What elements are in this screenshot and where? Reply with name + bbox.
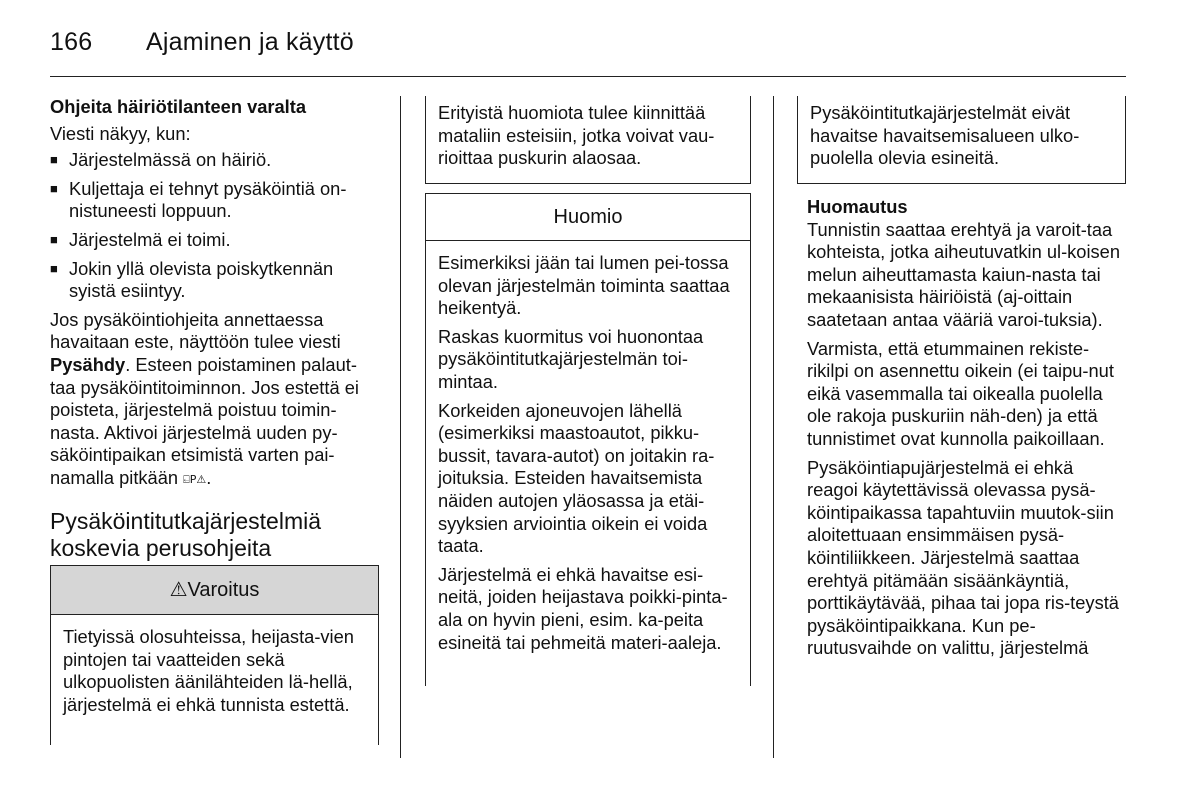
paragraph-text: . Esteen poistaminen palaut-taa pysäköintitoiminnon. Jos estettä ei poisteta, järjestelmä poistuu toimin-nasta. Aktivoi järjestelmä uuden py-säköintipaikan etsimistä varten pai-namalla pitkään	[50, 353, 359, 488]
page-header	[50, 28, 354, 57]
note-title: Huomio	[426, 194, 750, 241]
parking-assist-button-icon: ⍇P⚠	[183, 472, 207, 486]
header-rule	[50, 76, 1126, 77]
warning-icon: ⚠	[169, 579, 188, 601]
note-paragraph: Raskas kuormitus voi huonontaa pysäköintitutkajärjestelmän toi-mintaa.	[438, 325, 704, 392]
column-3	[807, 196, 1129, 666]
note-paragraph: Järjestelmä ei ehkä havaitse esi-neitä, joiden heijastava poikki-pinta-ala on hyvin pieni, esim. ka-peita esineitä tai pehmeitä materi-aaleja.	[438, 563, 728, 653]
bullet-list	[50, 149, 378, 303]
column-divider	[773, 96, 774, 758]
column-1	[50, 96, 378, 570]
note-paragraph: Korkeiden ajoneuvojen lähellä (esimerkiksi maastoautot, pikku-bussit, tavara-autot) on joitakin ra-joituksia. Esteiden havaitsemista näiden autojen yläosassa ja etäi-syyksien arviointia oikein ei voida taata.	[438, 399, 715, 557]
list-item: ■ Kuljettaja ei tehnyt pysäköintiä on-nistuneesti loppuun.	[50, 178, 378, 223]
warning-box	[50, 565, 379, 745]
remark-heading: Huomautus	[807, 196, 908, 217]
attention-box	[425, 96, 751, 184]
column-divider	[400, 96, 401, 758]
section-title	[50, 508, 378, 562]
list-item: ■ Järjestelmä ei toimi.	[50, 229, 378, 252]
warning-header	[51, 565, 378, 615]
intro-text: Viesti näkyy, kun:	[50, 122, 191, 144]
paragraph-text: Jos pysäköintiohjeita annettaessa havaitaan este, näyttöön tulee viesti	[50, 308, 341, 353]
detection-limit-box	[797, 96, 1126, 184]
remark-paragraph: Pysäköintiapujärjestelmä ei ehkä reagoi käytettävissä olevassa pysä-köintipaikassa tapahtuviin muutok-siin aloitettuaan ensimmäisen pysä-köintiliikkeen. Järjestelmä saattaa erehtyä pitämään sisäänkäyntiä, porttikäytävää, pihaa tai jopa ris-teystä pysäköintipaikkana. Kun pe-ruutusvaihde on valittu, järjestelmä	[807, 456, 1119, 659]
stop-message: Pysähdy	[50, 353, 126, 375]
warning-text: Tietyissä olosuhteissa, heijasta-vien pintojen tai vaatteiden sekä ulkopuolisten äänilähteiden lä-hellä, järjestelmä ei ehkä tunnista estettä.	[63, 626, 354, 715]
warning-title: Varoitus	[187, 579, 260, 601]
page-number: 166	[50, 28, 93, 56]
obstacle-paragraph	[50, 309, 378, 492]
note-paragraph: Esimerkiksi jään tai lumen pei-tossa olevan järjestelmän toiminta saattaa heikentyä.	[438, 252, 730, 319]
list-item: ■ Järjestelmässä on häiriö.	[50, 149, 378, 172]
note-body	[426, 241, 750, 671]
page-title: Ajaminen ja käyttö	[146, 28, 354, 56]
remark-paragraph: Varmista, että etummainen rekiste-rikilpi on asennettu oikein (ei taipu-nut eikä vasemmalla tai oikealla puolella ole rakoja puskuriin näh-den) ja että tunnistimet ovat kunnolla paikoillaan.	[807, 337, 1114, 449]
troubleshooting-heading: Ohjeita häiriötilanteen varalta	[50, 96, 307, 117]
list-item: ■ Jokin yllä olevista poiskytkennän syistä esiintyy.	[50, 258, 378, 303]
paragraph-end: .	[206, 466, 212, 488]
section-title-line: koskevia perusohjeita	[50, 534, 272, 561]
detection-limit-text: Pysäköintitutkajärjestelmät eivät havaitse havaitsemisalueen ulko-puolella olevia esineitä.	[810, 102, 1080, 169]
attention-text: Erityistä huomiota tulee kiinnittää mataliin esteisiin, jotka voivat vau-rioittaa puskurin alaosaa.	[438, 102, 715, 169]
note-box	[425, 193, 751, 686]
remark-paragraph: Tunnistin saattaa erehtyä ja varoit-taa kohteista, jotka aiheutuvatkin ul-koisen melun aiheuttamasta kaiun-nasta tai mekaanisista häiriöistä (aj-oittain saatetaan antaa vääriä varoi-tuksia).	[807, 218, 1120, 330]
section-title-line: Pysäköintitutkajärjestelmiä	[50, 507, 322, 534]
